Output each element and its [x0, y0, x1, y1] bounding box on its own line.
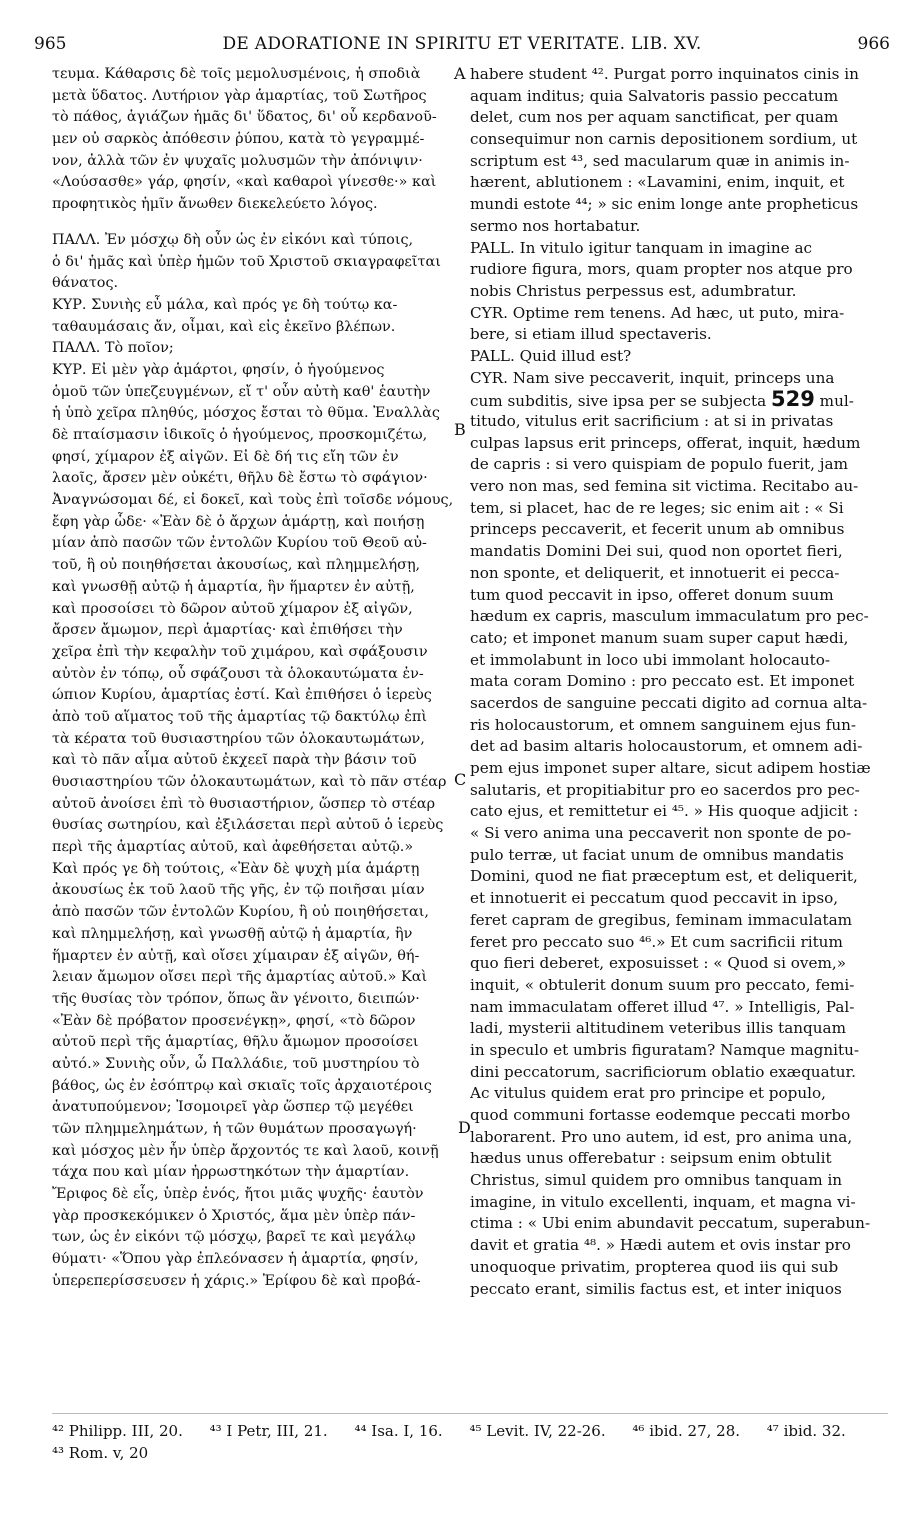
latin-text-line: ladi, mysterii altitudinem veteribus illis tanquam	[470, 1019, 847, 1038]
margin-letter-c: C	[454, 770, 467, 789]
greek-text-line: θυσίας σωτηρίου, καὶ ἐξιλάσεται περὶ αὐτοῦ ὁ ἱερεὺς	[52, 817, 444, 834]
greek-text-line: φησί, χίμαρον ἐξ αἰγῶν. Εἰ δὲ δή τις εἴη τῶν ἐν	[52, 448, 399, 465]
greek-text-line: ἡ ὑπὸ χεῖρα πληθύς, μόσχος ἔσται τὸ θῦμα. Ἐναλλὰς	[52, 405, 440, 422]
greek-text-line: χεῖρα ἐπὶ τὴν κεφαλὴν τοῦ χιμάρου, καὶ σφάξουσιν	[52, 643, 428, 660]
latin-text-line: pem ejus imponet super altare, sicut adipem hostiæ	[470, 759, 871, 777]
greek-text-line: ἄρσεν ἄμωμον, περὶ ἁμαρτίας· καὶ ἐπιθήσει τὴν	[52, 622, 403, 639]
latin-text-line: et innotuerit ei peccatum quod peccavit in ipso,	[470, 889, 839, 908]
greek-text-line: γὰρ προσκεκόμικεν ὁ Χριστός, ἅμα μὲν ὑπὲρ πάν-	[52, 1207, 416, 1224]
greek-text-line: ΚΥΡ. Εἰ μὲν γὰρ ἁμάρτοι, φησίν, ὁ ἡγούμενος	[52, 361, 385, 378]
greek-text-line	[52, 216, 456, 230]
latin-text-line: consequimur non carnis depositionem sordium, ut	[470, 130, 858, 149]
latin-text-line: non sponte, et deliquerit, et innotuerit ei pecca-	[470, 563, 840, 582]
latin-text-line: imagine, in vitulo excellenti, inquam, et magna vi-	[470, 1192, 856, 1211]
greek-text-line: αὐτὸν ἐν τόπῳ, οὗ σφάζουσι τὰ ὁλοκαυτώματα ἐν-	[52, 665, 424, 682]
greek-text-line: λαοῖς, ἄρσεν μὲν οὐκέτι, θῆλυ δὲ ἔστω τὸ σφάγιον·	[52, 470, 428, 487]
latin-text-line: Domini, quod ne fiat præceptum est, et deliquerit,	[470, 867, 858, 886]
greek-text-line: ὑπερεπερίσσευσεν ἡ χάρις.» Ἐρίφου δὲ καὶ προβά-	[52, 1272, 421, 1289]
latin-text-line: nam immaculatam offeret illud ⁴⁷. » Intelligis, Pal-	[470, 997, 855, 1016]
greek-text-line: ἀπὸ τοῦ αἵματος τοῦ τῆς ἁμαρτίας τῷ δακτύλῳ ἐπὶ	[52, 708, 428, 725]
footnote: ⁴⁵ Levit. IV, 22-26.	[469, 1422, 606, 1440]
greek-text-line: τὰ κέρατα τοῦ θυσιαστηρίου τῶν ὁλοκαυτωμάτων,	[52, 730, 425, 747]
greek-text-line: «Λούσασθε» γάρ, φησίν, «καὶ καθαροὶ γίνεσθε·» καὶ	[52, 174, 437, 191]
greek-text-line: καὶ μόσχος μὲν ἦν ὑπὲρ ἄρχοντός τε καὶ λαοῦ, κοινῇ	[52, 1142, 439, 1159]
latin-text-line: hærent, ablutionem : «Lavamini, enim, inquit, et	[470, 173, 845, 192]
greek-text-line: Ἀναγνώσομαι δέ, εἰ δοκεῖ, καὶ τοὺς ἐπὶ τοῖσδε νόμους,	[52, 492, 454, 509]
latin-text-line: culpas lapsus erit princeps, offerat, inquit, hædum	[470, 433, 861, 452]
latin-text-line: ris holocaustorum, et omnem sanguinem ejus fun-	[470, 715, 857, 734]
latin-text-line: det ad basim altaris holocaustorum, et omnem adi-	[470, 737, 863, 756]
greek-text-line: θύματι· «Ὅπου γὰρ ἐπλεόνασεν ἡ ἁμαρτία, φησίν,	[52, 1251, 419, 1268]
greek-text-line: θυσιαστηρίου τῶν ὁλοκαυτωμάτων, καὶ τὸ πᾶν στέαρ	[52, 774, 447, 790]
greek-text-line: ΚΥΡ. Συνιὴς εὖ μάλα, καὶ πρός γε δὴ τούτῳ κα-	[52, 296, 398, 313]
greek-text-line: ΠΑΛΛ. Ἐν μόσχῳ δὴ οὖν ὡς ἐν εἰκόνι καὶ τύποις,	[52, 231, 414, 248]
latin-text-line: pulo terræ, ut faciat unum de omnibus mandatis	[470, 845, 844, 864]
latin-text-line: unoquoque privatim, propterea quod iis qui sub	[470, 1257, 839, 1276]
greek-text-line: Ἔριφος δὲ εἷς, ὑπὲρ ἑνός, ἤτοι μιᾶς ψυχῆς· ἑαυτὸν	[52, 1186, 424, 1203]
greek-text-line: θάνατος.	[52, 275, 119, 292]
latin-text-line: aquam inditus; quia Salvatoris passio peccatum	[470, 86, 839, 105]
greek-text-line: τὸ πάθος, ἁγιάζων ἡμᾶς δι' ὕδατος, δι' οὗ κερδανοῦ-	[52, 109, 437, 126]
greek-text-line: αὐτοῦ περὶ τῆς ἁμαρτίας, θῆλυ ἄμωμον προσοίσει	[52, 1034, 419, 1051]
latin-text-line: sermo nos hortabatur.	[470, 216, 641, 235]
latin-text-line: et immolabunt in loco ubi immolant holocauto-	[470, 650, 831, 669]
greek-text-line: τευμα. Κάθαρσις δὲ τοῖς μεμολυσμένοις, ἡ σποδιὰ	[52, 66, 421, 82]
latin-text-line: PALL. In vitulo igitur tanquam in imagine ac	[470, 238, 813, 257]
latin-text-line: in speculo et umbris figuratam? Namque magnitu-	[470, 1040, 860, 1059]
greek-text-line: τῆς θυσίας τὸν τρόπον, ὅπως ἂν γένοιτο, διειπών·	[52, 990, 420, 1007]
greek-text-line: περὶ τῆς ἁμαρτίας αὐτοῦ, καὶ ἀφεθήσεται αὐτῷ.»	[52, 839, 414, 856]
latin-text-line: hædus unus offerebatur : seipsum enim obtulit	[470, 1149, 832, 1168]
latin-text-line: feret capram de gregibus, feminam immaculatam	[470, 910, 853, 929]
latin-text-line: cum subditis, sive ipsa per se subjecta 529 mul-	[470, 389, 854, 411]
greek-text-line: τοῦ, ἣ οὐ ποιηθήσεται ἀκουσίως, καὶ πλημμελήσῃ,	[52, 557, 421, 574]
footnote: ⁴³ I Petr, III, 21.	[209, 1422, 328, 1440]
footnotes	[52, 1420, 888, 1464]
greek-text-line: ἀκουσίως ἐκ τοῦ λαοῦ τῆς γῆς, ἐν τῷ ποιῆσαι μίαν	[52, 882, 425, 899]
greek-text-line: δὲ πταίσμασιν ἰδικοῖς ὁ ἡγούμενος, προσκομιζέτω,	[52, 427, 428, 443]
footnote-rule	[52, 1413, 888, 1414]
page-number-left: 965	[34, 34, 67, 54]
latin-text-line: delet, cum nos per aquam sanctificat, per quam	[470, 108, 839, 127]
greek-text-line: ἀνατυπούμενον; Ἰσομοιρεῖ γὰρ ὥσπερ τῷ μεγέθει	[52, 1099, 414, 1116]
footnote: ⁴⁴ Isa. I, 16.	[354, 1422, 443, 1440]
latin-text-line: Christus, simul quidem pro omnibus tanquam in	[470, 1171, 843, 1190]
greek-text-line: ἥμαρτεν ἐν αὐτῇ, καὶ οἴσει χίμαιραν ἐξ αἰγῶν, θή-	[52, 947, 420, 964]
greek-text-line: ταθαυμάσαις ἄν, οἶμαι, καὶ εἰς ἐκεῖνο βλέπων.	[52, 318, 396, 335]
greek-text-line: μεν οὐ σαρκὸς ἀπόθεσιν ῥύπου, κατὰ τὸ γεγραμμέ-	[52, 131, 425, 148]
latin-text-line: ctima : « Ubi enim abundavit peccatum, superabun-	[470, 1214, 871, 1233]
greek-text-line: Καὶ πρός γε δὴ τούτοις, «Ἐὰν δὲ ψυχὴ μία ἁμάρτῃ	[52, 860, 420, 877]
latin-text-line: dini peccatorum, sacrificiorum oblatio exæquatur.	[470, 1062, 856, 1081]
greek-text-line: λειαν ἄμωμον οἴσει περὶ τῆς ἁμαρτίας αὐτοῦ.» Καὶ	[52, 969, 428, 986]
greek-text-line: νον, ἀλλὰ τῶν ἐν ψυχαῖς μολυσμῶν τὴν ἀπόνιψιν·	[52, 152, 423, 169]
latin-text-line: quo fieri deberet, exposuisset : « Quod si ovem,»	[470, 954, 847, 973]
greek-text-line: καὶ γνωσθῇ αὐτῷ ἡ ἁμαρτία, ἣν ἥμαρτεν ἐν αὐτῇ,	[52, 578, 415, 595]
latin-text-line: vero non mas, sed femina sit victima. Recitabo au-	[470, 477, 859, 496]
greek-text-line: ὁμοῦ τῶν ὑπεζευγμένων, εἴ τ' οὖν αὐτὴ καθ' ἑαυτὴν	[52, 383, 431, 400]
greek-text-line: καὶ τὸ πᾶν αἷμα αὐτοῦ ἐκχεεῖ παρὰ τὴν βάσιν τοῦ	[52, 752, 417, 769]
greek-text-line: των, ὡς ἐν εἰκόνι τῷ μόσχῳ, βαρεῖ τε καὶ μεγάλῳ	[52, 1229, 416, 1246]
running-title: DE ADORATIONE IN SPIRITU ET VERITATE. LIB. XV.	[222, 34, 702, 54]
latin-text-line: « Si vero anima una peccaverit non sponte de po-	[470, 824, 852, 843]
margin-letter-d: D	[458, 1118, 471, 1137]
greek-text-line: καὶ πλημμελήσῃ, καὶ γνωσθῇ αὐτῷ ἡ ἁμαρτία, ἣν	[52, 925, 413, 942]
latin-text-line: mandatis Domini Dei sui, quod non oportet fieri,	[470, 542, 843, 561]
greek-text-line: αὐτοῦ ἀνοίσει ἐπὶ τὸ θυσιαστήριον, ὥσπερ τὸ στέαρ	[52, 795, 436, 812]
greek-text-line: «Ἐὰν δὲ πρόβατον προσενέγκῃ», φησί, «τὸ δῶρον	[52, 1012, 416, 1029]
latin-text-line: PALL. Quid illud est?	[470, 346, 632, 365]
latin-text-line: feret pro peccato suo ⁴⁶.» Et cum sacrificii ritum	[470, 932, 843, 951]
latin-text-line: sacerdos de sanguine peccati digito ad cornua alta-	[470, 693, 868, 712]
greek-text-line: τῶν πλημμελημάτων, ἡ τῶν θυμάτων προσαγωγή·	[52, 1121, 417, 1137]
latin-text-line: mata coram Domino : pro peccato est. Et imponet	[470, 672, 855, 691]
latin-text-line: davit et gratia ⁴⁸. » Hædi autem et ovis instar pro	[470, 1236, 851, 1255]
latin-text-line: tum quod peccavit in ipso, offeret donum suum	[470, 585, 834, 604]
latin-text-line: Ac vitulus quidem erat pro principe et populo,	[470, 1084, 827, 1103]
greek-text-line: μετὰ ὕδατος. Λυτήριον γὰρ ἁμαρτίας, τοῦ Σωτῆρος	[52, 87, 427, 104]
latin-text-line: nobis Christus perpessus est, adumbratur.	[470, 281, 797, 300]
footnote: ⁴⁶ ibid. 27, 28.	[632, 1422, 741, 1440]
greek-text-line: ὁ δι' ἡμᾶς καὶ ὑπὲρ ἡμῶν τοῦ Χριστοῦ σκιαγραφεῖται	[52, 253, 441, 270]
footnote: ⁴⁷ ibid. 32.	[766, 1422, 846, 1440]
latin-text-line: habere student ⁴². Purgat porro inquinatos cinis in	[470, 65, 859, 83]
latin-text-line: titudo, vitulus erit sacrificium : at si in privatas	[470, 412, 834, 430]
latin-text-line: mundi estote ⁴⁴; » sic enim longe ante propheticus	[470, 195, 859, 214]
latin-text-line: princeps peccaverit, et fecerit unum ab omnibus	[470, 520, 845, 539]
margin-letter-b: B	[454, 420, 466, 439]
greek-text-line: αὐτό.» Συνιὴς οὖν, ὦ Παλλάδιε, τοῦ μυστηρίου τὸ	[52, 1055, 420, 1072]
page-number-right: 966	[857, 34, 890, 54]
latin-text-line: quod communi fortasse eodemque peccati morbo	[470, 1106, 851, 1124]
greek-text-line: καὶ προσοίσει τὸ δῶρον αὐτοῦ χίμαρον ἐξ αἰγῶν,	[52, 600, 413, 617]
greek-column	[52, 64, 456, 1293]
latin-text-line: cato; et imponet manum suam super caput hædi,	[470, 628, 849, 647]
greek-text-line: ἀπὸ πασῶν τῶν ἐντολῶν Κυρίου, ἣ οὐ ποιηθήσεται,	[52, 904, 429, 921]
latin-text-line: cato ejus, et remittetur ei ⁴⁵. » His quoque adjicit :	[470, 802, 859, 821]
greek-text-line: ώπιον Κυρίου, ἁμαρτίας ἐστί. Καὶ ἐπιθήσει ὁ ἱερεὺς	[52, 687, 432, 704]
greek-text-line: μίαν ἀπὸ πασῶν τῶν ἐντολῶν Κυρίου τοῦ Θεοῦ αὐ-	[52, 535, 427, 552]
greek-text-line: βάθος, ὡς ἐν ἐσόπτρῳ καὶ σκιαῖς τοῖς ἀρχαιοτέροις	[52, 1077, 432, 1094]
greek-text-line: τάχα που καὶ μίαν ἠρρωστηκότων τὴν ἁμαρτίαν.	[52, 1164, 410, 1181]
latin-text-line: CYR. Nam sive peccaverit, inquit, princeps una	[470, 368, 835, 387]
latin-text-line: scriptum est ⁴³, sed macularum quæ in animis in-	[470, 151, 850, 170]
margin-letter-a: A	[454, 64, 466, 83]
column-number: 529	[771, 389, 815, 411]
latin-text-line: laborarent. Pro uno autem, id est, pro anima una,	[470, 1127, 853, 1146]
latin-text-line: rudiore figura, mors, quam propter nos atque pro	[470, 260, 853, 279]
footnote: ⁴³ Rom. v, 20	[52, 1444, 149, 1462]
greek-text-line: ἔφη γὰρ ὧδε· «Ἐὰν δὲ ὁ ἄρχων ἁμάρτῃ, καὶ ποιήσῃ	[52, 513, 425, 530]
latin-column	[470, 64, 888, 1300]
greek-text-line: προφητικὸς ἡμῖν ἄνωθεν διεκελεύετο λόγος.	[52, 196, 378, 213]
greek-text-line: ΠΑΛΛ. Τὸ ποῖον;	[52, 340, 174, 357]
latin-text-line: inquit, « obtulerit donum suum pro peccato, femi-	[470, 975, 855, 994]
latin-text-line: tem, si placet, hac de re leges; sic enim ait : « Si	[470, 498, 844, 517]
latin-text-line: salutaris, et propitiabitur pro eo sacerdos pro pec-	[470, 780, 860, 799]
latin-text-line: de capris : si vero quispiam de populo fuerit, jam	[470, 455, 848, 474]
footnote: ⁴² Philipp. III, 20.	[52, 1422, 183, 1440]
latin-text-line: peccato erant, similis factus est, et inter iniquos	[470, 1279, 842, 1298]
latin-text-line: hædum ex capris, masculum immaculatum pro pec-	[470, 607, 869, 626]
latin-text-line: CYR. Optime rem tenens. Ad hæc, ut puto, mira-	[470, 303, 845, 322]
latin-text-line: bere, si etiam illud spectaveris.	[470, 325, 712, 344]
running-header	[34, 34, 890, 58]
